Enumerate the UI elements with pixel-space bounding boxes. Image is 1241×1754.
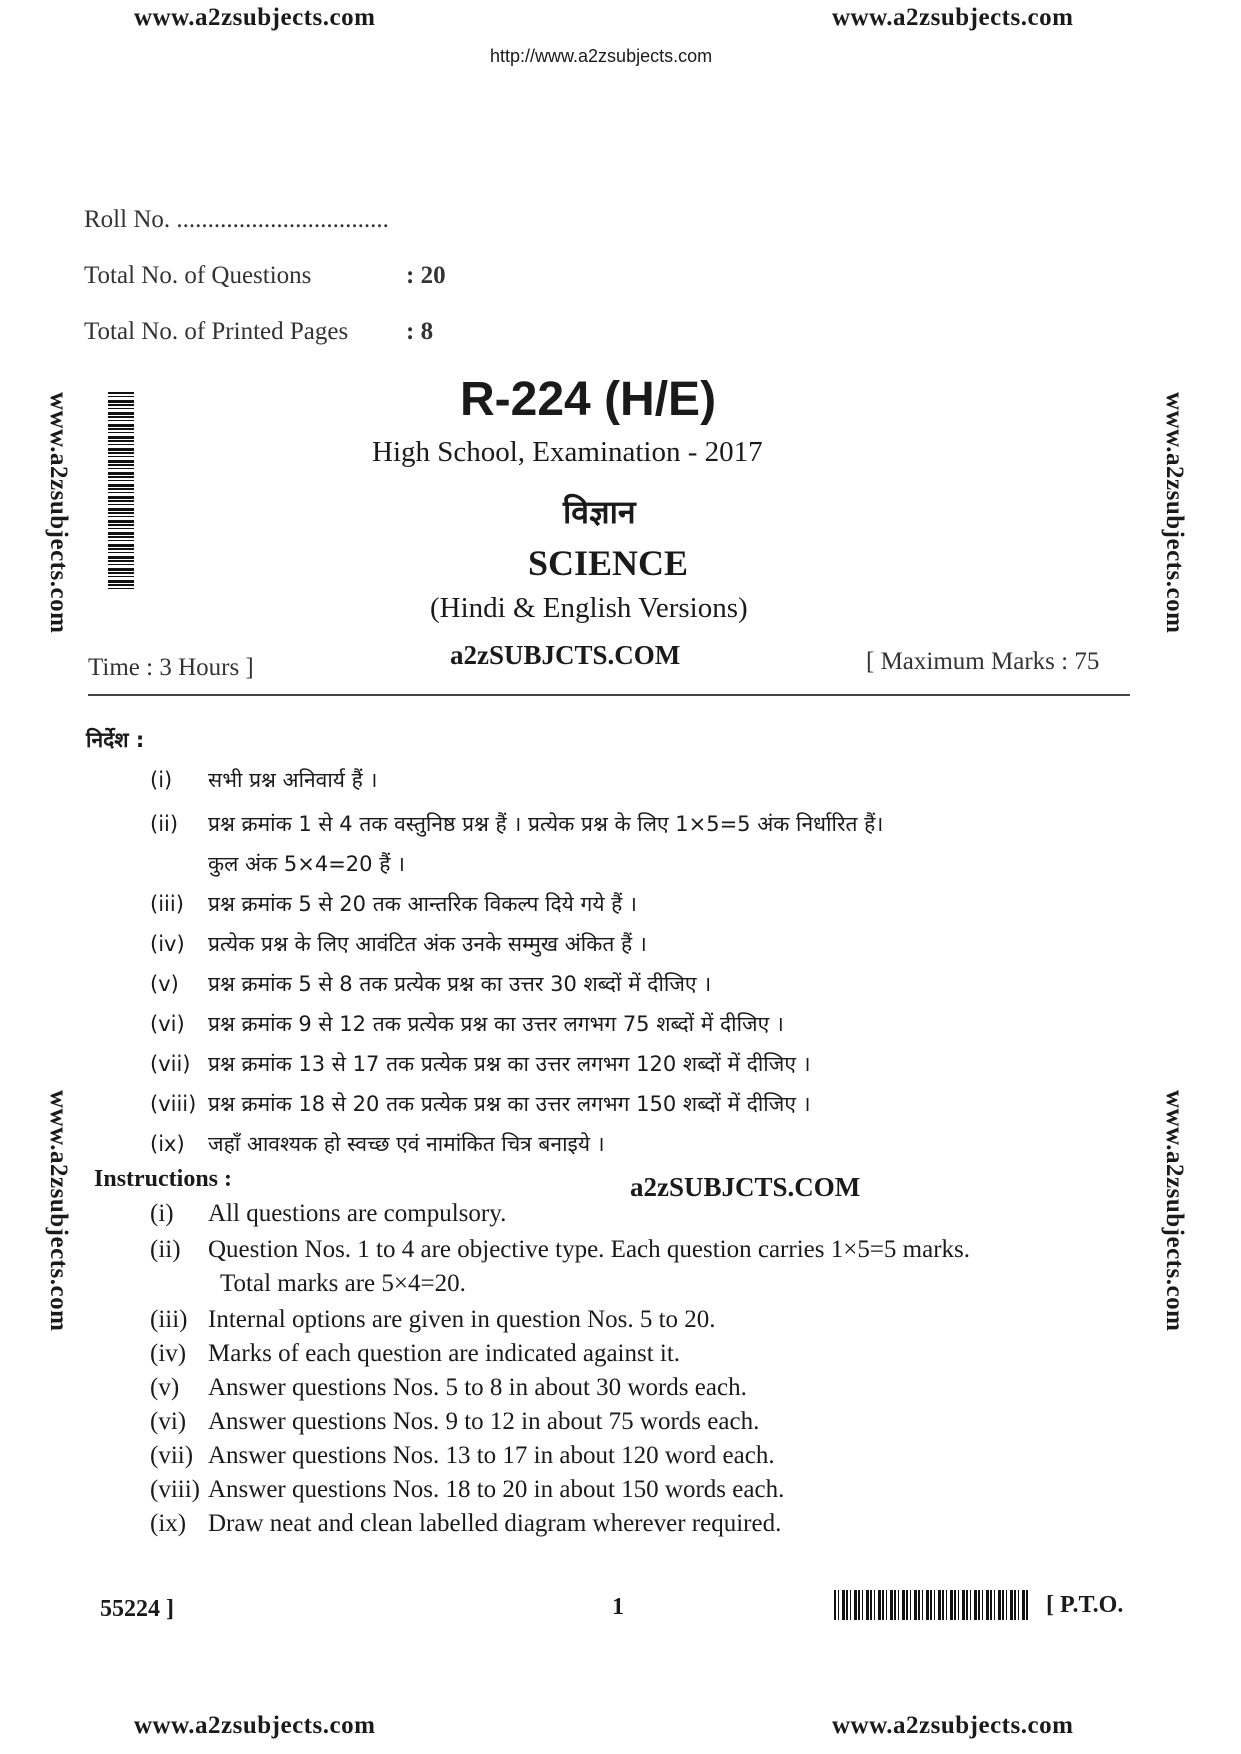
total-pages-label: Total No. of Printed Pages <box>84 318 349 345</box>
english-instruction-item <box>150 1442 775 1470</box>
hindi-instruction-item <box>150 970 711 998</box>
item-text: प्रत्येक प्रश्न के लिए आवंटित अंक उनके सम्मुख अंकित हैं । <box>208 932 647 956</box>
item-number: (vi) <box>150 1012 185 1036</box>
hindi-instruction-item <box>150 810 883 838</box>
item-number: (v) <box>150 1374 180 1401</box>
watermark-side-right-lower: www.a2zsubjects.com <box>1161 1090 1188 1332</box>
page-number: 1 <box>612 1594 624 1620</box>
item-number: (v) <box>150 972 179 996</box>
hindi-instruction-item <box>150 1130 605 1158</box>
item-text: सभी प्रश्न अनिवार्य हैं । <box>208 768 378 792</box>
hindi-instructions-heading: निर्देश : <box>86 728 145 752</box>
time-allowed: Time : 3 Hours ] <box>88 654 254 681</box>
item-text: प्रश्न क्रमांक 5 से 8 तक प्रत्येक प्रश्न का उत्तर 30 शब्दों में दीजिए । <box>208 972 712 996</box>
subject-hindi: विज्ञान <box>563 493 636 531</box>
item-text: प्रश्न क्रमांक 9 से 12 तक प्रत्येक प्रश्न का उत्तर लगभग 75 शब्दों में दीजिए । <box>208 1012 784 1036</box>
hindi-instruction-item <box>150 766 377 794</box>
item-text: प्रश्न क्रमांक 18 से 20 तक प्रत्येक प्रश्न का उत्तर लगभग 150 शब्दों में दीजिए । <box>208 1092 811 1116</box>
item-text: All questions are compulsory. <box>208 1200 507 1227</box>
item-text: Internal options are given in question Nos. 5 to 20. <box>208 1306 716 1333</box>
watermark-top-left: www.a2zsubjects.com <box>134 4 376 31</box>
item-number: (ii) <box>150 812 179 836</box>
english-instruction-continuation: Total marks are 5×4=20. <box>220 1270 466 1297</box>
item-text: Answer questions Nos. 13 to 17 in about 120 word each. <box>208 1442 775 1469</box>
watermark-bottom-left: www.a2zsubjects.com <box>134 1712 376 1739</box>
total-pages-value: : 8 <box>406 318 434 345</box>
hindi-instruction-item <box>150 1050 811 1078</box>
item-text: Answer questions Nos. 18 to 20 in about 150 words each. <box>208 1476 785 1503</box>
barcode-vertical <box>108 392 134 592</box>
total-questions-value: : 20 <box>406 262 446 289</box>
english-instructions-heading: Instructions : <box>94 1166 233 1192</box>
watermark-side-left-lower: www.a2zsubjects.com <box>45 1090 72 1332</box>
item-text: जहाँ आवश्यक हो स्वच्छ एवं नामांकित चित्र बनाइये । <box>208 1132 605 1156</box>
english-instruction-item <box>150 1306 716 1334</box>
hindi-instruction-continuation: कुल अंक 5×4=20 हैं । <box>208 852 405 876</box>
item-number: (iv) <box>150 1340 187 1367</box>
max-marks: [ Maximum Marks : 75 <box>866 648 1100 675</box>
pto-marker: [ P.T.O. <box>1046 1592 1124 1618</box>
watermark-side-right-upper: www.a2zsubjects.com <box>1161 392 1188 634</box>
item-number: (iii) <box>150 1306 188 1333</box>
brand-watermark-middle: a2zSUBJCTS.COM <box>630 1172 861 1202</box>
item-number: (viii) <box>150 1092 197 1116</box>
barcode-horizontal <box>834 1590 1030 1620</box>
english-instruction-item <box>150 1476 784 1504</box>
item-number: (vii) <box>150 1442 194 1469</box>
item-text: Marks of each question are indicated against it. <box>208 1340 681 1367</box>
watermark-url: http://www.a2zsubjects.com <box>490 46 713 66</box>
item-text: Answer questions Nos. 5 to 8 in about 30 words each. <box>208 1374 747 1401</box>
item-number: (iv) <box>150 932 185 956</box>
watermark-top-right: www.a2zsubjects.com <box>832 4 1074 31</box>
hindi-instruction-item <box>150 930 647 958</box>
item-number: (ix) <box>150 1132 185 1156</box>
item-number: (i) <box>150 1200 174 1227</box>
item-text: प्रश्न क्रमांक 5 से 20 तक आन्तरिक विकल्प दिये गये हैं । <box>208 892 637 916</box>
versions-note: (Hindi & English Versions) <box>430 592 748 624</box>
english-instruction-item <box>150 1200 506 1228</box>
watermark-bottom-right: www.a2zsubjects.com <box>832 1712 1074 1739</box>
english-instruction-item <box>150 1408 759 1436</box>
item-text: Question Nos. 1 to 4 are objective type. Each question carries 1×5=5 marks. <box>208 1236 971 1263</box>
item-number: (viii) <box>150 1476 200 1503</box>
item-number: (iii) <box>150 892 184 916</box>
hindi-instruction-item <box>150 890 637 918</box>
item-text: Draw neat and clean labelled diagram wherever required. <box>208 1510 782 1537</box>
hindi-instruction-item <box>150 1010 784 1038</box>
item-text: प्रश्न क्रमांक 1 से 4 तक वस्तुनिष्ठ प्रश्न हैं । प्रत्येक प्रश्न के लिए 1×5=5 अंक निर्धारित हैं। <box>208 812 884 836</box>
item-number: (ii) <box>150 1236 181 1263</box>
total-questions-label: Total No. of Questions <box>84 262 312 289</box>
paper-code: R-224 (H/E) <box>460 373 717 426</box>
item-number: (ix) <box>150 1510 187 1537</box>
item-number: (vi) <box>150 1408 187 1435</box>
roll-no-field: Roll No. .................................. <box>84 206 389 233</box>
hindi-instruction-item <box>150 1090 811 1118</box>
footer-code: 55224 ] <box>100 1596 174 1622</box>
item-text: प्रश्न क्रमांक 13 से 17 तक प्रत्येक प्रश्न का उत्तर लगभग 120 शब्दों में दीजिए । <box>208 1052 811 1076</box>
english-instruction-item <box>150 1374 747 1402</box>
item-text: Answer questions Nos. 9 to 12 in about 75 words each. <box>208 1408 760 1435</box>
item-number: (vii) <box>150 1052 191 1076</box>
subject-english: SCIENCE <box>528 543 689 583</box>
english-instruction-item <box>150 1340 680 1368</box>
english-instruction-item <box>150 1236 970 1264</box>
brand-watermark-top: a2zSUBJCTS.COM <box>450 640 681 670</box>
item-number: (i) <box>150 768 173 792</box>
exam-title: High School, Examination - 2017 <box>372 436 763 468</box>
watermark-side-left-upper: www.a2zsubjects.com <box>45 392 72 634</box>
header-rule <box>88 694 1130 696</box>
english-instruction-item <box>150 1510 781 1538</box>
